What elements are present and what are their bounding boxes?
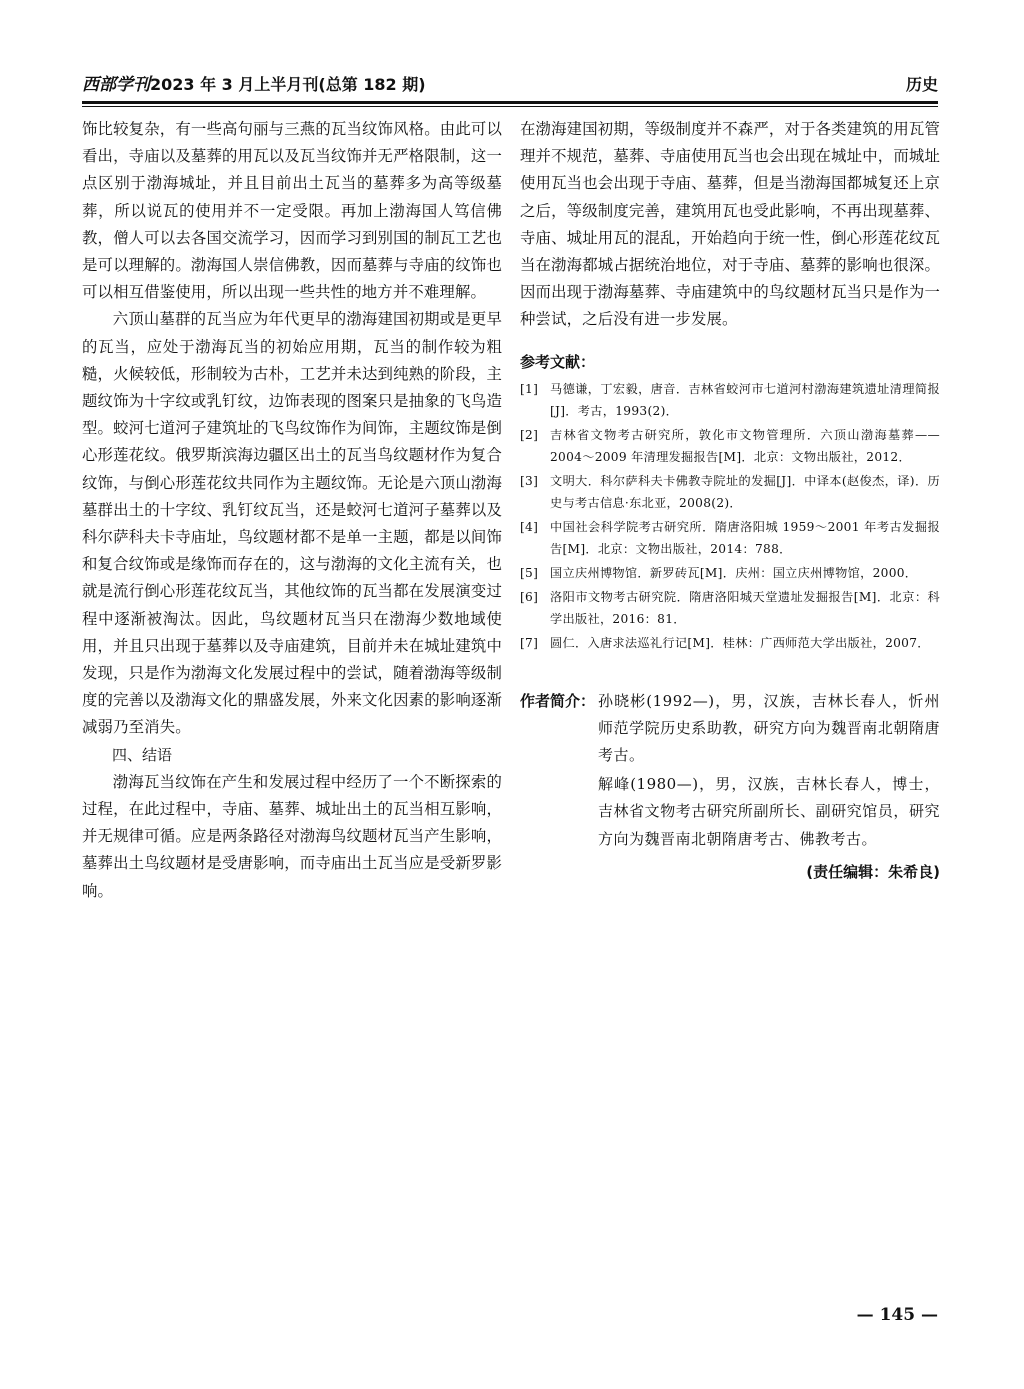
journal-info xyxy=(82,72,426,98)
references-title: 参考文献： xyxy=(520,352,596,371)
paragraph: 饰比较复杂，有一些高句丽与三燕的瓦当纹饰风格。由此可以看出，寺庙以及墓葬的用瓦以及瓦当纹饰并无严格限制，这一点区别于渤海城址，并且目前出土瓦当的墓葬多为高等级墓葬，所以说瓦的使用并不一定受限。再加上渤海国人笃信佛教，僧人可以去各国交流学习，因而学习到别国的制瓦工艺也是可以理解的。渤海国人崇信佛教，因而墓葬与寺庙的纹饰也可以相互借鉴使用，所以出现一些共性的地方并不难理解。 xyxy=(82,120,502,302)
paragraph: 六顶山墓群的瓦当应为年代更早的渤海建国初期或是更早的瓦当，应处于渤海瓦当的初始应用期，瓦当的制作较为粗糙，火候较低，形制较为古朴，工艺并未达到纯熟的阶段，主题纹饰为十字纹或乳钉纹，边饰表现的图案只是抽象的飞鸟造型。蛟河七道河子建筑址的飞鸟纹饰作为间饰，主题纹饰是倒心形莲花纹。俄罗斯滨海边疆区出土的瓦当鸟纹题材作为复合纹饰，与倒心形莲花纹共同作为主题纹饰。无论是六顶山渤海墓群出土的十字纹、乳钉纹瓦当，还是蛟河七道河子墓葬以及科尔萨科夫卡寺庙址，鸟纹题材都不是单一主题，都是以间饰和复合纹饰或是缘饰而存在的，这与渤海的文化主流有关，也就是流行倒心形莲花纹瓦当，其他纹饰的瓦当都在发展演变过程中逐渐被淘汰。因此，鸟纹题材瓦当只在渤海少数地域使用，并且只出现于墓葬以及寺庙建筑，目前并未在城址建筑中发现，只是作为渤海文化发展过程中的尝试，随着渤海等级制度的完善以及渤海文化的鼎盛发展，外来文化因素的影响逐渐减弱乃至消失。 xyxy=(82,310,502,737)
reference-number: [1] xyxy=(520,381,539,396)
reference-item xyxy=(520,562,940,584)
paragraph: 在渤海建国初期，等级制度并不森严，对于各类建筑的用瓦管理并不规范，墓葬、寺庙使用瓦当也会出现在城址中，而城址使用瓦当也会出现于寺庙、墓葬，但是当渤海国都城复还上京之后，等级制度完善，建筑用瓦也受此影响，不再出现墓葬、寺庙、城址用瓦的混乱，开始趋向于统一性，倒心形莲花纹瓦当在渤海都城占据统治地位，对于寺庙、墓葬的影响也很深。因而出现于渤海墓葬、寺庙建筑中的鸟纹题材瓦当只是作为一种尝试，之后没有进一步发展。 xyxy=(520,120,940,329)
reference-number: [3] xyxy=(520,473,539,488)
author-body xyxy=(598,688,940,853)
paragraph: 渤海瓦当纹饰在产生和发展过程中经历了一个不断探索的过程，在此过程中，寺庙、墓葬、城址出土的瓦当相互影响，并无规律可循。应是两条路径对渤海鸟纹题材瓦当产生影响，墓葬出土鸟纹题材是受唐影响，而寺庙出土瓦当应是受新罗影响。 xyxy=(82,772,502,900)
header-rule-thin xyxy=(82,106,938,107)
section-heading: 四、结语 xyxy=(112,745,173,764)
reference-item xyxy=(520,378,940,422)
section-label: 历史 xyxy=(905,75,938,94)
reference-text: 洛阳市文物考古研究院．隋唐洛阳城天堂遗址发掘报告[M]．北京：科学出版社，2016：81． xyxy=(550,589,940,626)
reference-item xyxy=(520,632,940,654)
page-header xyxy=(82,72,938,100)
author-bio xyxy=(520,688,940,853)
reference-text: 文明大．科尔萨科夫卡佛教寺院址的发掘[J]．中译本(赵俊杰，译)．历史与考古信息·东北亚，2008(2)． xyxy=(550,473,940,510)
page-number: — 145 — xyxy=(856,1305,938,1325)
reference-number: [5] xyxy=(520,565,539,580)
journal-issue: 2023 年 3 月上半月刊(总第 182 期) xyxy=(150,75,426,94)
header-rule-thick xyxy=(82,101,938,104)
reference-text: 圆仁．入唐求法巡礼行记[M]．桂林：广西师范大学出版社，2007． xyxy=(550,635,930,650)
reference-text: 吉林省文物考古研究所，敦化市文物管理所．六顶山渤海墓葬——2004～2009 年清理发掘报告[M]．北京：文物出版社，2012． xyxy=(550,427,940,464)
reference-text: 中国社会科学院考古研究所．隋唐洛阳城 1959～2001 年考古发掘报告[M]．北京：文物出版社，2014：788． xyxy=(550,519,940,556)
reference-number: [4] xyxy=(520,519,539,534)
reference-number: [6] xyxy=(520,589,539,604)
responsible-editor: (责任编辑：朱希良) xyxy=(806,862,940,881)
reference-item xyxy=(520,586,940,630)
author-entry: 孙晓彬(1992—)，男，汉族，吉林长春人，忻州师范学院历史系助教，研究方向为魏晋南北朝隋唐考古。 xyxy=(598,691,940,765)
author-entry: 解峰(1980—)，男，汉族，吉林长春人，博士，吉林省文物考古研究所副所长、副研究馆员，研究方向为魏晋南北朝隋唐考古、佛教考古。 xyxy=(598,775,940,848)
reference-number: [2] xyxy=(520,427,539,442)
reference-item xyxy=(520,470,940,514)
reference-item xyxy=(520,424,940,468)
journal-logo: 西部学刊 xyxy=(82,75,150,95)
author-label: 作者简介： xyxy=(520,691,596,710)
reference-number: [7] xyxy=(520,635,539,650)
reference-text: 马德谦，丁宏毅，唐音．吉林省蛟河市七道河村渤海建筑遗址清理简报[J]．考古，1993(2)． xyxy=(550,381,940,418)
reference-text: 国立庆州博物馆．新罗砖瓦[M]．庆州：国立庆州博物馆，2000． xyxy=(550,565,918,580)
left-column xyxy=(82,116,502,905)
reference-item xyxy=(520,516,940,560)
right-column xyxy=(520,116,940,885)
references-list xyxy=(520,378,940,654)
